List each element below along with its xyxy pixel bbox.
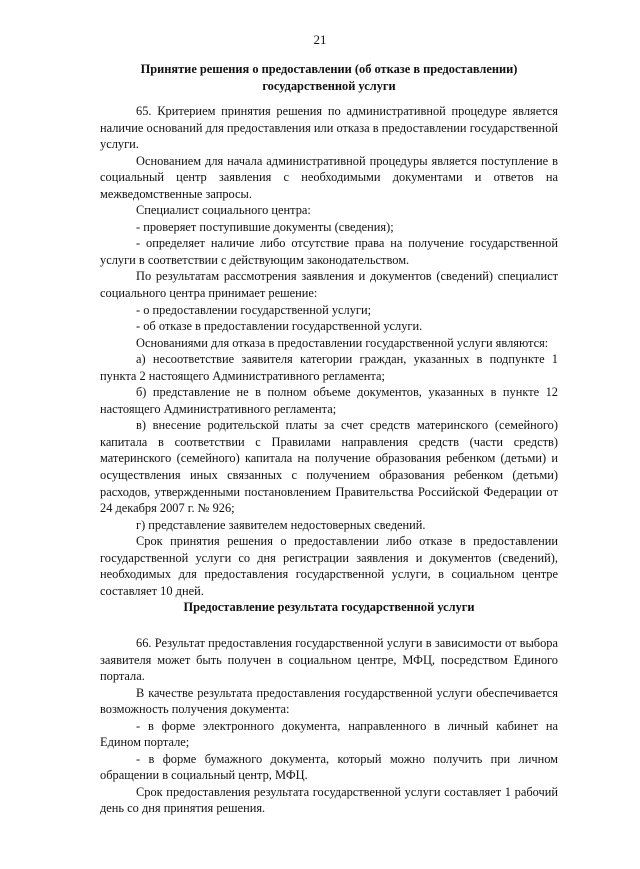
list-item: - в форме бумажного документа, который можно получить при личном обращении в социальный центр, МФЦ. (100, 751, 558, 783)
paragraph: 65. Критерием принятия решения по административной процедуре является наличие оснований для предоставления или отказа в предоставлении государственной услуги. (100, 104, 558, 152)
list-item: - об отказе в предоставлении государственной услуги. (136, 319, 423, 334)
paragraph: Основаниями для отказа в предоставлении государственной услуги являются: (136, 335, 549, 350)
list-item: - определяет наличие либо отсутствие права на получение государственной услуги в соответствии с действующим законодательством. (100, 236, 558, 267)
paragraph: В качестве результата предоставления государственной услуги обеспечивается возможность получения документа: (100, 685, 558, 717)
paragraph: 66. Результат предоставления государственной услуги в зависимости от выбора заявителя может быть получен в социальном центре, МФЦ, посредством Единого портала. (100, 636, 558, 684)
paragraph: Срок принятия решения о предоставлении либо отказе в предоставлении государственной услуги со дня регистрации заявления и документов (сведений), необходимых для предоставления государственной услуги, в социальном центре составляет 10 дней. (100, 534, 558, 598)
paragraph: Специалист социального центра: (136, 203, 311, 218)
paragraph: По результатам рассмотрения заявления и документов (сведений) специалист социального центра принимает решение: (100, 269, 558, 301)
paragraph: Срок предоставления результата государственной услуги составляет 1 рабочий день со дня принятия решения. (100, 784, 558, 816)
page-number: 21 (313, 32, 327, 47)
section-heading-result: Предоставление результата государственной услуги (183, 600, 475, 614)
section-body-result (100, 635, 558, 817)
section-heading-decision: Принятие решения о предоставлении (об отказе в предоставлении) государственной услуги (140, 62, 518, 93)
list-item: - проверяет поступившие документы (сведения); (136, 219, 394, 234)
list-item: г) представление заявителем недостоверных сведений. (136, 517, 426, 532)
list-item: - о предоставлении государственной услуги; (136, 302, 372, 317)
paragraph: Основанием для начала административной процедуры является поступление в социальный центр заявления с необходимыми документами и ответов на межведомственные запросы. (100, 153, 558, 201)
list-item: - в форме электронного документа, направленного в личный кабинет на Едином портале; (100, 718, 558, 750)
list-item: в) внесение родительской платы за счет средств материнского (семейного) капитала в соответствии с Правилами направления средств (части средств) материнского (семейного) капитала на получение образования ребенком (детьми) и осуществления иных связанных с получением образования ребенком (детьми) расходов, утвержденными постановлением Правительства Российской Федерации от 24 декабря 2007 г. № 926; (100, 418, 558, 516)
section-body-decision (100, 103, 558, 599)
list-item: а) несоответствие заявителя категории граждан, указанных в подпункте 1 пункта 2 настоящего Административного регламента; (100, 352, 558, 383)
list-item: б) представление не в полном объеме документов, указанных в пункте 12 настоящего Административного регламента; (100, 385, 558, 416)
